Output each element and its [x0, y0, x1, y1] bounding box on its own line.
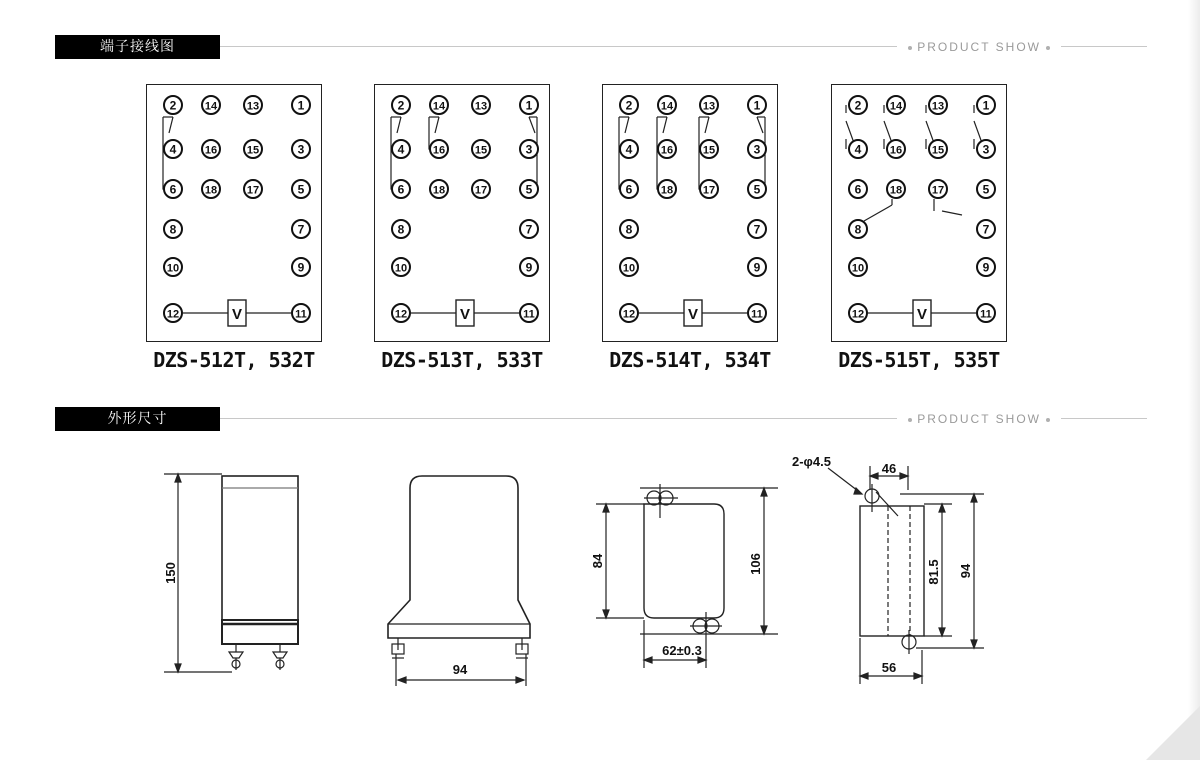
dim-width-46: 46	[881, 461, 897, 476]
terminal-label: 13	[474, 100, 488, 113]
terminal-label: 9	[525, 260, 533, 275]
terminal-label: 4	[397, 142, 405, 157]
wiring-diagram-4	[831, 84, 1007, 342]
terminal-label: 8	[169, 222, 177, 237]
terminal-label: 5	[525, 182, 533, 197]
terminal-label: 3	[982, 142, 990, 157]
terminal-label: 9	[297, 260, 305, 275]
terminal-label: 5	[982, 182, 990, 197]
terminal-label: 16	[204, 144, 218, 157]
section-header-wiring	[55, 35, 1147, 59]
front-view-drawing	[388, 476, 530, 686]
page-curl-corner	[1146, 706, 1200, 760]
terminal-label: 15	[474, 144, 488, 157]
terminal-label: 13	[931, 100, 945, 113]
terminal-label: 6	[854, 182, 862, 197]
wiring-diagram-1	[146, 84, 322, 342]
terminal-label: 18	[204, 184, 218, 197]
terminal-label: 18	[660, 184, 674, 197]
terminal-label: 1	[753, 98, 761, 113]
coil-symbol: V	[459, 306, 471, 323]
page-edge-shade	[1188, 0, 1200, 760]
dim-panel-84: 84	[590, 553, 605, 569]
terminal-label: 1	[297, 98, 305, 113]
terminal-label: 14	[432, 100, 446, 113]
terminal-label: 8	[854, 222, 862, 237]
terminal-label: 12	[394, 308, 408, 321]
terminal-label: 16	[889, 144, 903, 157]
product-show-tag	[897, 39, 1061, 55]
terminal-label: 2	[397, 98, 405, 113]
terminal-label: 17	[246, 184, 260, 197]
terminal-label: 17	[474, 184, 488, 197]
wiring-diagram-2	[374, 84, 550, 342]
terminal-label: 4	[854, 142, 862, 157]
wiring-diagram-3	[602, 84, 778, 342]
terminal-label: 5	[297, 182, 305, 197]
terminal-label: 6	[169, 182, 177, 197]
terminal-label: 9	[753, 260, 761, 275]
section-title-wiring: 端子接线图	[55, 35, 220, 59]
terminal-label: 14	[204, 100, 218, 113]
terminal-label: 11	[751, 308, 763, 321]
terminal-label: 13	[246, 100, 260, 113]
terminal-label: 6	[397, 182, 405, 197]
terminal-label: 11	[980, 308, 992, 321]
model-label-2: DZS-513T, 533T	[381, 348, 543, 372]
product-show-tag	[897, 411, 1061, 427]
section-header-outline	[55, 407, 1147, 431]
dim-width-56: 56	[881, 660, 897, 675]
terminal-label: 10	[851, 262, 865, 275]
terminal-label: 2	[854, 98, 862, 113]
terminal-label: 4	[169, 142, 177, 157]
product-show-text: PRODUCT SHOW	[917, 40, 1041, 54]
panel-mount-drawing	[596, 484, 778, 668]
section-title-outline: 外形尺寸	[55, 407, 220, 431]
terminal-label: 14	[660, 100, 674, 113]
coil-symbol: V	[687, 306, 699, 323]
terminal-label: 3	[753, 142, 761, 157]
terminal-label: 10	[394, 262, 408, 275]
dim-mount-62: 62±0.3	[662, 643, 702, 658]
terminal-label: 18	[889, 184, 903, 197]
terminal-label: 3	[297, 142, 305, 157]
dim-height-94: 94	[958, 563, 973, 579]
terminal-label: 12	[622, 308, 636, 321]
terminal-label: 13	[702, 100, 716, 113]
terminal-label: 16	[432, 144, 446, 157]
terminal-label: 9	[982, 260, 990, 275]
terminal-label: 15	[702, 144, 716, 157]
dim-depth-81-5: 81.5	[926, 559, 941, 585]
terminal-label: 11	[523, 308, 535, 321]
terminal-label: 7	[525, 222, 533, 237]
terminal-label: 16	[660, 144, 674, 157]
terminal-label: 7	[753, 222, 761, 237]
terminal-label: 5	[753, 182, 761, 197]
terminal-label: 11	[295, 308, 307, 321]
terminal-label: 7	[297, 222, 305, 237]
terminal-label: 10	[166, 262, 180, 275]
dim-height-150: 150	[163, 562, 178, 584]
terminal-label: 2	[169, 98, 177, 113]
terminal-label: 17	[702, 184, 716, 197]
side-view-drawing	[164, 474, 298, 672]
dim-width-94: 94	[452, 662, 468, 677]
terminal-label: 8	[625, 222, 633, 237]
terminal-label: 8	[397, 222, 405, 237]
terminal-label: 6	[625, 182, 633, 197]
terminal-label: 15	[246, 144, 260, 157]
terminal-label: 12	[851, 308, 865, 321]
model-label-4: DZS-515T, 535T	[838, 348, 1000, 372]
terminal-label: 10	[622, 262, 636, 275]
terminal-label: 12	[166, 308, 180, 321]
terminal-label: 14	[889, 100, 903, 113]
dim-holes: 2-φ4.5	[792, 454, 831, 469]
terminal-label: 2	[625, 98, 633, 113]
coil-symbol: V	[916, 306, 928, 323]
terminal-label: 4	[625, 142, 633, 157]
terminal-label: 18	[432, 184, 446, 197]
terminal-label: 15	[931, 144, 945, 157]
terminal-label: 1	[525, 98, 533, 113]
product-show-text: PRODUCT SHOW	[917, 412, 1041, 426]
terminal-label: 1	[982, 98, 990, 113]
model-label-1: DZS-512T, 532T	[153, 348, 315, 372]
outline-dimension-drawings	[0, 440, 1200, 720]
dim-height-106: 106	[748, 553, 763, 575]
terminal-label: 17	[931, 184, 945, 197]
coil-symbol: V	[231, 306, 243, 323]
terminal-label: 3	[525, 142, 533, 157]
model-label-3: DZS-514T, 534T	[609, 348, 771, 372]
terminal-label: 7	[982, 222, 990, 237]
